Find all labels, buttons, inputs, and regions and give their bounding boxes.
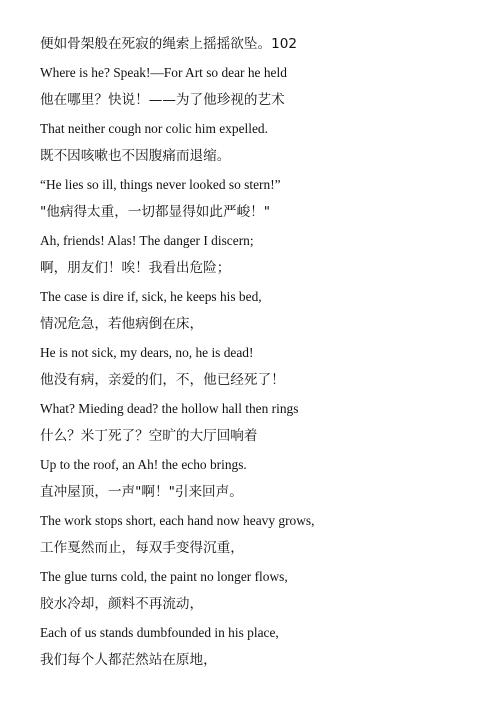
- chinese-line: 便如骨架般在死寂的绳索上摇摇欲坠。102: [40, 36, 298, 52]
- chinese-line: 既不因咳嗽也不因腹痛而退缩。: [40, 148, 231, 164]
- chinese-line: 他在哪里？快说！——为了他珍视的艺术: [40, 92, 285, 108]
- english-line: Where is he? Speak!—For Art so dear he held: [40, 65, 287, 80]
- english-line: He is not sick, my dears, no, he is dead!: [40, 345, 254, 360]
- chinese-line: 我们每个人都茫然站在原地，: [40, 652, 217, 668]
- chinese-line: 工作戛然而止，每双手变得沉重，: [40, 540, 244, 556]
- english-line: That neither cough nor colic him expelled.: [40, 121, 268, 136]
- english-line: The glue turns cold, the paint no longer flows,: [40, 569, 288, 584]
- chinese-line: 胶水冷却，颜料不再流动，: [40, 596, 204, 612]
- english-line: The work stops short, each hand now heavy grows,: [40, 513, 315, 528]
- english-line: Ah, friends! Alas! The danger I discern;: [40, 233, 254, 248]
- english-line: Up to the roof, an Ah! the echo brings.: [40, 457, 247, 472]
- chinese-line: 什么？米丁死了？空旷的大厅回响着: [40, 428, 258, 444]
- english-line: Each of us stands dumbfounded in his place,: [40, 625, 279, 640]
- chinese-line: "他病得太重，一切都显得如此严峻！": [40, 204, 271, 220]
- english-line: The case is dire if, sick, he keeps his bed,: [40, 289, 262, 304]
- chinese-line: 直冲屋顶，一声"啊！"引来回声。: [40, 484, 243, 500]
- english-line: “He lies so ill, things never looked so stern!”: [40, 177, 281, 192]
- chinese-line: 情况危急，若他病倒在床，: [40, 316, 204, 332]
- chinese-line: 他没有病，亲爱的们，不，他已经死了！: [40, 372, 285, 388]
- english-line: What? Mieding dead? the hollow hall then rings: [40, 401, 299, 416]
- chinese-line: 啊，朋友们！唉！我看出危险；: [40, 260, 231, 276]
